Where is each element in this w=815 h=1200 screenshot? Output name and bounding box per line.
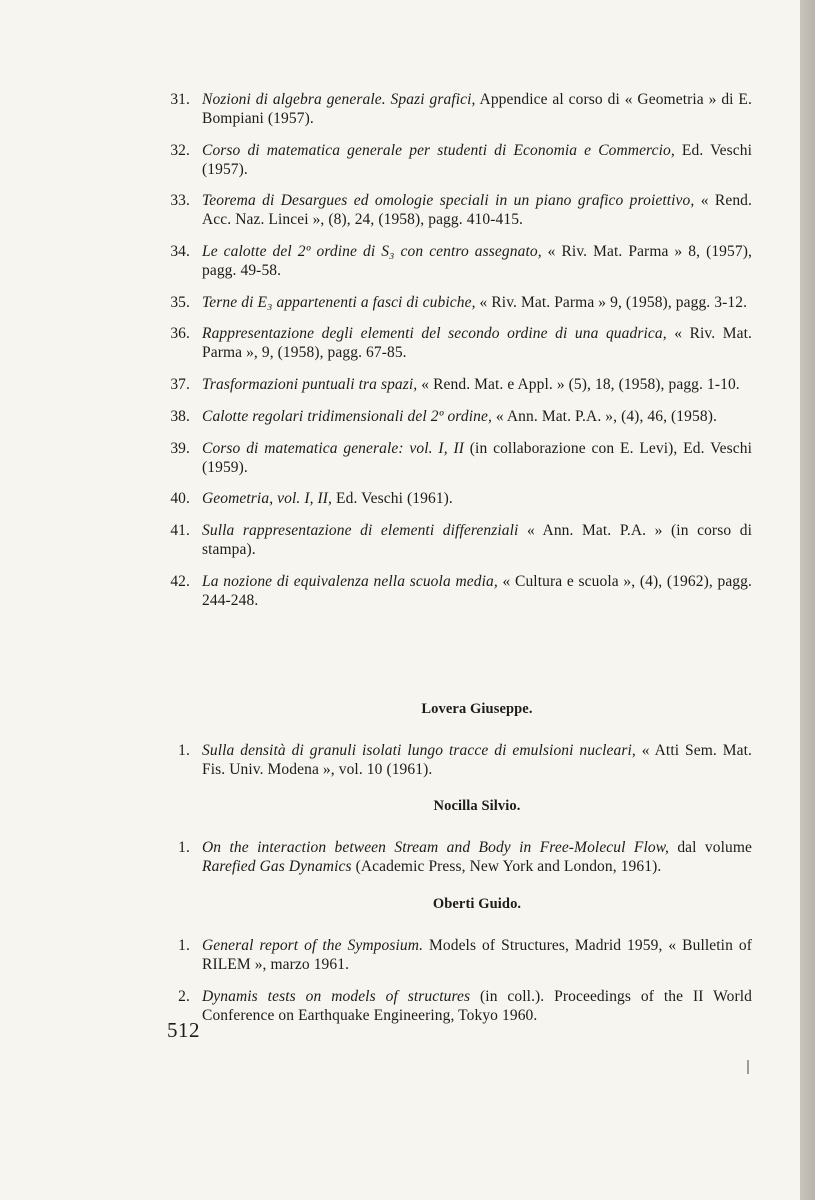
- entry-text: [202, 572, 752, 610]
- list-item: [167, 191, 752, 229]
- entry-number: 38.: [170, 407, 190, 425]
- list-item: [167, 439, 752, 477]
- entry-title: Sulla densità di granuli isolati lungo tracce di emulsioni nucleari,: [202, 742, 636, 759]
- page-number: 512: [167, 1018, 200, 1042]
- entry-reference: « Ann. Mat. P.A. » (in corso di stampa).: [202, 521, 752, 558]
- entry-number: 41.: [170, 521, 190, 539]
- entry-title: Nozioni di algebra generale. Spazi grafici,: [202, 91, 476, 108]
- entry-reference: Models of Structures, Madrid 1959, « Bulletin of RILEM », marzo 1961.: [202, 937, 752, 973]
- entry-title: General report of the Symposium.: [202, 937, 424, 954]
- page-edge: [800, 0, 815, 1200]
- list-item: [167, 324, 752, 362]
- list-item: [167, 407, 752, 426]
- entry-text: [202, 521, 752, 559]
- bibliography-content: [167, 90, 753, 1024]
- list-item: [167, 572, 752, 610]
- entry-title: Le calotte del 2º ordine di S₃ con centro assegnato,: [202, 243, 542, 261]
- entry-reference: « Ann. Mat. P.A. », (4), 46, (1958).: [491, 407, 717, 425]
- entry-number: 34.: [170, 243, 190, 261]
- entry-number: 1.: [178, 742, 190, 759]
- entry-reference: « Cultura e scuola », (4), (1962), pagg. 244-248.: [202, 572, 752, 609]
- scan-mark: [747, 1060, 749, 1074]
- list-item: [167, 521, 752, 559]
- author-heading: Nocilla Silvio.: [433, 798, 521, 814]
- entry-title: On the interaction between Stream and Body in Free-Molecul Flow,: [202, 839, 669, 856]
- entry-reference: (in collaborazione con E. Levi), Ed. Veschi (1959).: [202, 439, 752, 476]
- author-heading: Lovera Giuseppe.: [421, 701, 533, 717]
- list-item: [167, 838, 752, 876]
- list-item: [167, 141, 752, 179]
- entry-text: [202, 141, 752, 179]
- list-item: [167, 242, 752, 280]
- entry-title: Terne di E₃ appartenenti a fasci di cubiche,: [202, 293, 476, 311]
- entry-number: 40.: [170, 490, 190, 508]
- list-item: [167, 741, 752, 779]
- entry-reference: (in coll.). Proceedings of the II World Conference on Earthquake Engineering, Tokyo 1960.: [202, 988, 752, 1024]
- entry-reference: « Riv. Mat. Parma » 8, (1957), pagg. 49-58.: [202, 243, 752, 280]
- entry-title: Geometria, vol. I, II,: [202, 490, 333, 508]
- entry-title: La nozione di equivalenza nella scuola media,: [202, 572, 498, 590]
- entry-text: [202, 741, 752, 779]
- entry-number: 37.: [170, 376, 190, 394]
- entry-reference: (Academic Press, New York and London, 1961).: [351, 858, 662, 875]
- entry-reference: « Atti Sem. Mat. Fis. Univ. Modena », vol. 10 (1961).: [202, 742, 753, 778]
- entry-title: Dynamis tests on models of structures: [202, 988, 471, 1005]
- book-title: Rarefied Gas Dynamics: [202, 858, 352, 875]
- entry-number: 31.: [170, 91, 190, 108]
- entry-text: [202, 936, 752, 974]
- list-item: [167, 936, 752, 974]
- section-oberti: [167, 895, 752, 1025]
- entry-number: 33.: [170, 192, 190, 210]
- list-item: [167, 293, 752, 312]
- entry-text: [202, 838, 752, 876]
- entry-reference: Appendice al corso di « Geometria » di E. Bompiani (1957).: [202, 91, 752, 127]
- entry-number: 2.: [178, 988, 190, 1005]
- entry-list: [167, 741, 752, 779]
- entry-reference: Ed. Veschi (1957).: [202, 141, 752, 178]
- entry-reference: « Rend. Mat. e Appl. » (5), 18, (1958), pagg. 1-10.: [417, 376, 740, 394]
- entry-number: 35.: [170, 293, 190, 311]
- entry-title: Sulla rappresentazione di elementi differenziali: [202, 521, 519, 539]
- entry-text: [202, 191, 752, 229]
- entry-text: [202, 90, 752, 128]
- list-item: [167, 987, 752, 1025]
- entry-title: Teorema di Desargues ed omologie speciali in un piano grafico proiettivo,: [202, 192, 695, 210]
- entry-number: 39.: [170, 439, 190, 457]
- entry-list: [167, 936, 752, 1025]
- entry-title: Corso di matematica generale: vol. I, II: [202, 439, 464, 457]
- entry-text: [202, 375, 752, 394]
- entry-reference-pre: dal volume: [668, 839, 752, 856]
- entry-reference: Ed. Veschi (1961).: [332, 490, 453, 508]
- entry-text: [202, 489, 752, 508]
- entry-title: Calotte regolari tridimensionali del 2º ordine,: [202, 407, 492, 425]
- entry-title: Trasformazioni puntuali tra spazi,: [202, 376, 418, 394]
- entry-text: [202, 407, 752, 426]
- entry-number: 32.: [170, 141, 190, 159]
- entry-text: [202, 324, 752, 362]
- publication-list-part1: [167, 90, 752, 610]
- entry-reference: « Rend. Acc. Naz. Lincei », (8), 24, (1958), pagg. 410-415.: [202, 192, 752, 229]
- entry-list: [167, 838, 752, 876]
- entry-text: [202, 987, 752, 1025]
- entry-number: 1.: [178, 937, 190, 954]
- entry-reference: « Riv. Mat. Parma » 9, (1958), pagg. 3-12.: [475, 293, 748, 311]
- list-item: [167, 90, 752, 128]
- entry-number: 42.: [170, 572, 190, 590]
- entry-title: Rappresentazione degli elementi del secondo ordine di una quadrica,: [202, 325, 667, 343]
- entry-text: [202, 439, 752, 477]
- list-item: [167, 375, 752, 394]
- entry-text: [202, 293, 752, 312]
- section-lovera: [167, 700, 752, 779]
- section-nocilla: [167, 797, 752, 876]
- entry-title: Corso di matematica generale per studenti di Economia e Commercio,: [202, 141, 675, 159]
- entry-text: [202, 242, 752, 280]
- entry-number: 36.: [170, 325, 190, 343]
- entry-number: 1.: [178, 839, 190, 856]
- author-heading: Oberti Guido.: [432, 896, 522, 912]
- list-item: [167, 489, 752, 508]
- entry-reference: « Riv. Mat. Parma », 9, (1958), pagg. 67-85.: [202, 325, 752, 362]
